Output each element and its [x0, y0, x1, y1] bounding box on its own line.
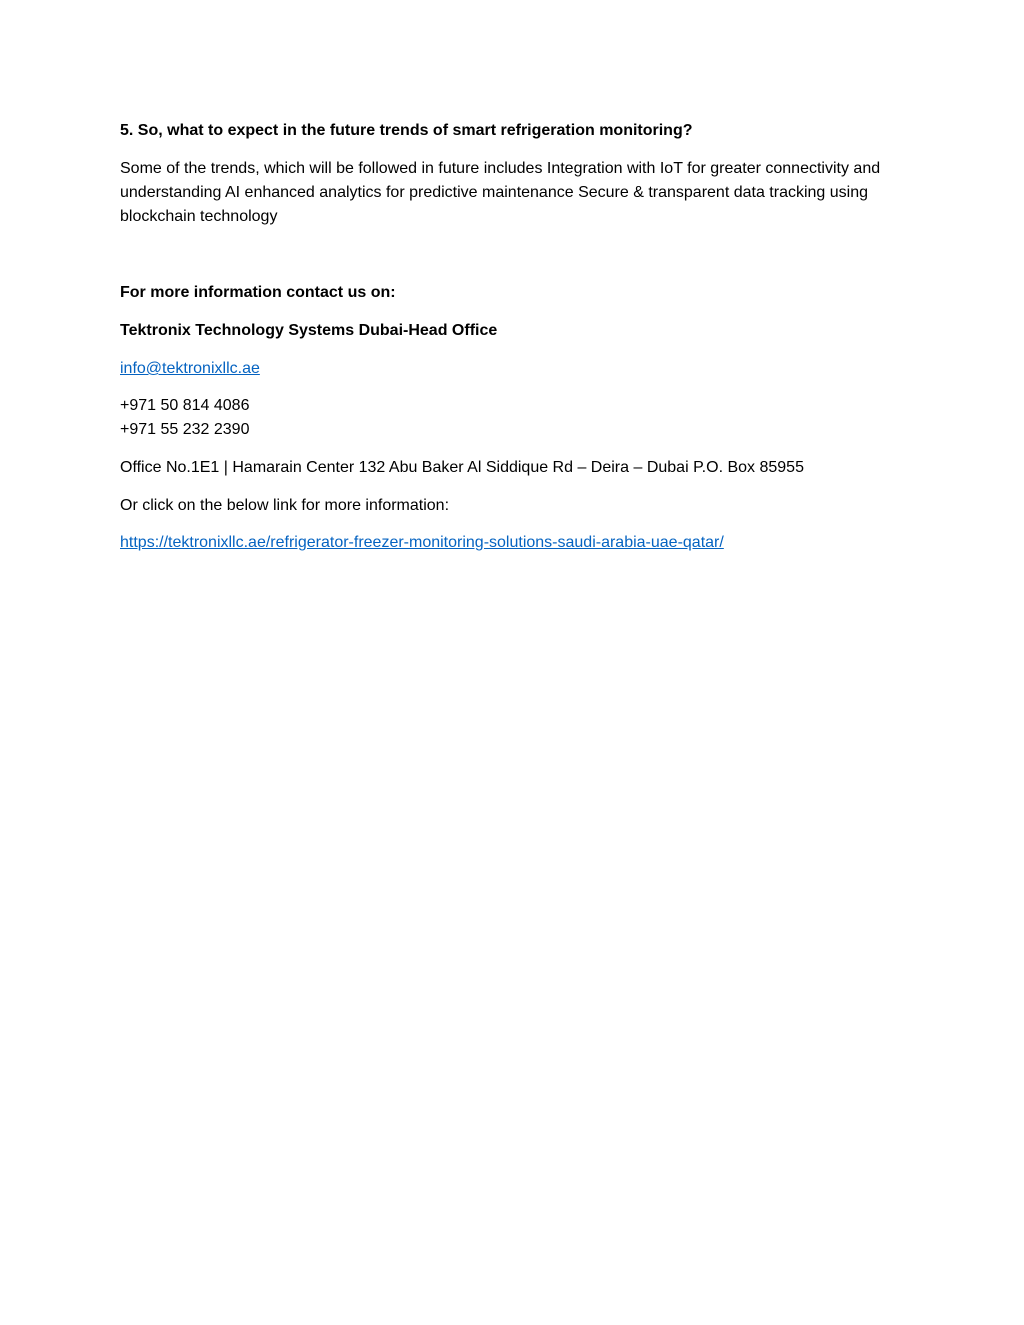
company-name: Tektronix Technology Systems Dubai-Head Office: [120, 322, 498, 339]
office-address: Office No.1E1 | Hamarain Center 132 Abu Baker Al Siddique Rd – Deira – Dubai P.O. Box 85955: [120, 459, 804, 476]
phone-number: +971 50 814 4086: [120, 397, 250, 414]
link-intro: Or click on the below link for more information:: [120, 497, 450, 514]
phone-number: +971 55 232 2390: [120, 421, 250, 438]
contact-intro: For more information contact us on:: [120, 284, 396, 301]
section-body: Some of the trends, which will be followed in future includes Integration with IoT for greater connectivity and understanding AI enhanced analytics for predictive maintenance Secure & transparent data tracking using blockchain technology: [120, 160, 881, 225]
section-heading: 5. So, what to expect in the future trends of smart refrigeration monitoring?: [120, 122, 693, 139]
info-link[interactable]: https://tektronixllc.ae/refrigerator-freezer-monitoring-solutions-saudi-arabia-uae-qatar/: [120, 534, 724, 551]
email-link[interactable]: info@tektronixllc.ae: [120, 360, 260, 377]
